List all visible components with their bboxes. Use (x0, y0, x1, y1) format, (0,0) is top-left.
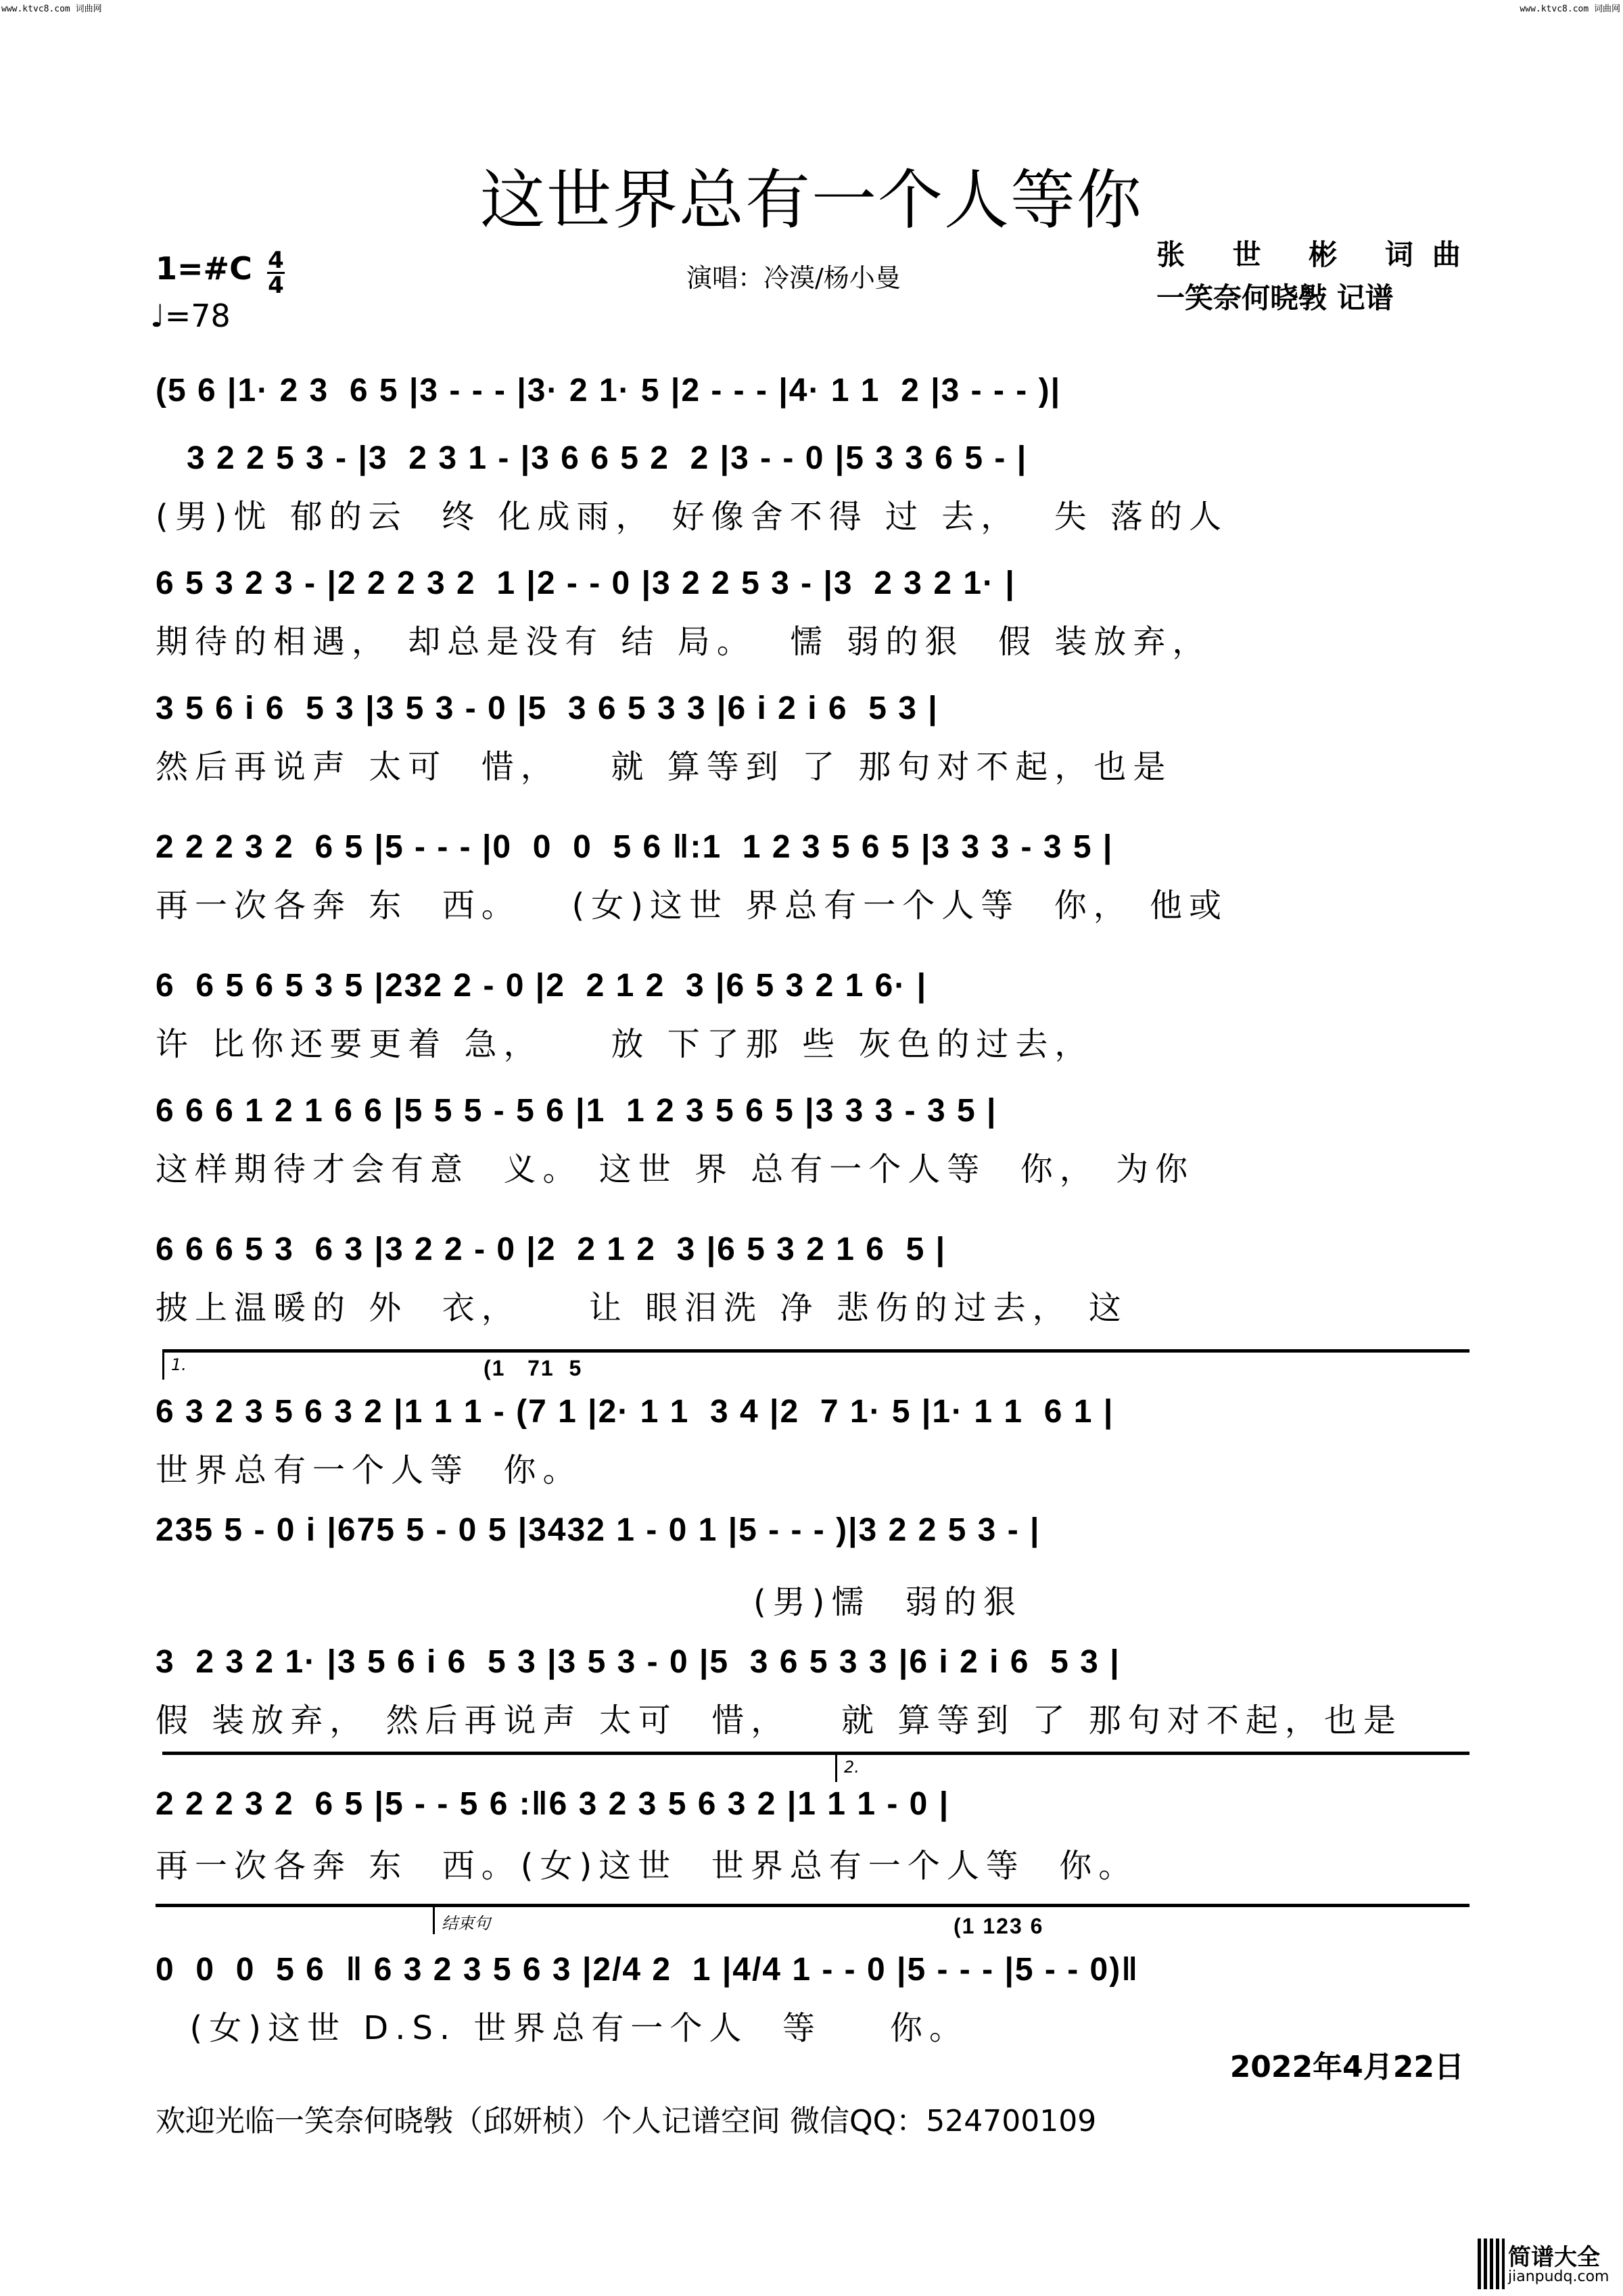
time-signature-top: 4 (268, 247, 284, 274)
time-signature (267, 249, 285, 297)
transcription-date: 2022年4月22日 (1229, 2050, 1464, 2084)
notes-line: 3 2 3 2 1· |3 5 6 i 6 5 3 |3 5 3 - 0 |5 3 6 5 3 3 |6 i 2 i 6 5 3 | (156, 1644, 1121, 1680)
lyrics-line: (男)懦 弱的狠 (156, 1583, 1022, 1621)
lyrics-line: (女)这世 D.S. 世界总有一个人 等 你。 (156, 2009, 968, 2047)
notes-line: 235 5 - 0 i |675 5 - 0 5 |3432 1 - 0 1 |5 - - - )|3 2 2 5 3 - | (156, 1512, 1041, 1548)
score-system (156, 365, 1471, 440)
notes-line: 6 5 3 2 3 - |2 2 2 3 2 1 |2 - - 0 |3 2 2 5 3 - |3 2 3 2 1· | (156, 565, 1016, 601)
grace-notes: (1 71 5 (484, 1356, 583, 1380)
score-system (156, 1779, 1471, 1887)
lyrics-line: 披上温暖的 外 衣， 让 眼泪洗 净 悲伤的过去， 这 (156, 1289, 1128, 1327)
notes-line: 3 2 2 5 3 - |3 2 3 1 - |3 6 6 5 2 2 |3 - - 0 |5 3 3 6 5 - | (156, 440, 1028, 476)
score-system (156, 960, 1471, 1069)
singers: 演唱：冷漠/杨小曼 (686, 263, 901, 293)
piano-keys-icon (1478, 2239, 1505, 2289)
notes-line: 6 6 6 1 2 1 6 6 |5 5 5 - 5 6 |1 1 2 3 5 6 5 |3 3 3 - 3 5 | (156, 1093, 997, 1129)
score-system (156, 1356, 1471, 1491)
score-system (156, 558, 1471, 666)
notes-line: 2 2 2 3 2 6 5 |5 - - - |0 0 0 5 6 ‖:1 1 2 3 5 6 5 |3 3 3 - 3 5 | (156, 829, 1114, 865)
time-signature-bottom: 4 (268, 272, 284, 299)
notes-line: 6 3 2 3 5 6 3 2 |1 1 1 - (7 1 |2· 1 1 3 4 |2 7 1· 5 |1· 1 1 6 1 | (156, 1394, 1114, 1430)
grace-notes: (1 123 6 (954, 1914, 1044, 1938)
score-system (156, 822, 1471, 930)
lyrics-line: 再一次各奔 东 西。(女)这世 世界总有一个人等 你。 (156, 1847, 1138, 1885)
tempo-marking: ♩=78 (150, 298, 231, 334)
logo-name: 简谱大全 (1508, 2244, 1600, 2271)
key-signature: 1=#C (156, 250, 252, 287)
credits (1156, 233, 1480, 320)
lyrics-line: 再一次各奔 东 西。 (女)这世 界总有一个人等 你， 他或 (156, 887, 1229, 924)
volta-label: 2. (844, 1758, 860, 1777)
logo-site: jianpudq.com (1508, 2268, 1609, 2285)
composer-credit: 张 世 彬 词曲 (1156, 238, 1480, 271)
score-system (156, 433, 1471, 541)
score-system (156, 1224, 1471, 1332)
transcriber-credit: 一笑奈何晓斅 记谱 (1156, 281, 1394, 314)
score-system (156, 1085, 1471, 1194)
lyrics-line: 许 比你还要更着 急， 放 下了那 些 灰色的过去， (156, 1025, 1094, 1063)
song-title: 这世界总有一个人等你 (480, 162, 1143, 238)
lyrics-line: 假 装放弃， 然后再说声 太可 惜， 就 算等到 了 那句对不起，也是 (156, 1702, 1403, 1739)
lyrics-line: 然后再说声 太可 惜， 就 算等到 了 那句对不起，也是 (156, 748, 1173, 786)
lyrics-line: 期待的相遇， 却总是没有 结 局。 懦 弱的狠 假 装放弃， (156, 623, 1212, 661)
notes-line: (5 6 |1· 2 3 6 5 |3 - - - |3· 2 1· 5 |2 - - - |4· 1 1 2 |3 - - - )| (156, 373, 1062, 408)
score-system (156, 1637, 1471, 1745)
notes-line: 6 6 6 5 3 6 3 |3 2 2 - 0 |2 2 1 2 3 |6 5 3 2 1 6 5 | (156, 1232, 947, 1267)
notes-line: 6 6 5 6 5 3 5 |232 2 - 0 |2 2 1 2 3 |6 5 3 2 1 6· | (156, 968, 928, 1004)
ending-label: 结束句 (442, 1914, 490, 1933)
notes-line: 3 5 6 i 6 5 3 |3 5 3 - 0 |5 3 6 5 3 3 |6 i 2 i 6 5 3 | (156, 690, 939, 726)
volta-bracket-2 (835, 1752, 1469, 1782)
notes-line: 0 0 0 5 6 ‖ 6 3 2 3 5 6 3 |2/4 2 1 |4/4 1 - - 0 |5 - - - |5 - - 0)‖ (156, 1952, 1139, 1988)
score-system (156, 683, 1471, 791)
lyrics-line: 世界总有一个人等 你。 (156, 1451, 582, 1489)
lyrics-line: (男)忧 郁的云 终 化成雨， 好像舍不得 过 去， 失 落的人 (156, 498, 1229, 536)
footer-note: 欢迎光临一笑奈何晓斅（邱妍桢）个人记谱空间 微信QQ：524700109 (156, 2104, 1097, 2138)
watermark-left: www.ktvc8.com 词曲网 (1, 4, 102, 14)
watermark-right: www.ktvc8.com 词曲网 (1520, 4, 1620, 14)
site-logo (1478, 2239, 1616, 2289)
score-system (156, 1914, 1471, 2047)
lyrics-line: 这样期待才会有意 义。 这世 界 总有一个人等 你， 为你 (156, 1150, 1195, 1188)
notes-line: 2 2 2 3 2 6 5 |5 - - 5 6 :‖6 3 2 3 5 6 3 2 |1 1 1 - 0 | (156, 1786, 950, 1822)
score-system (156, 1505, 1471, 1621)
volta-label: 1. (171, 1355, 187, 1374)
